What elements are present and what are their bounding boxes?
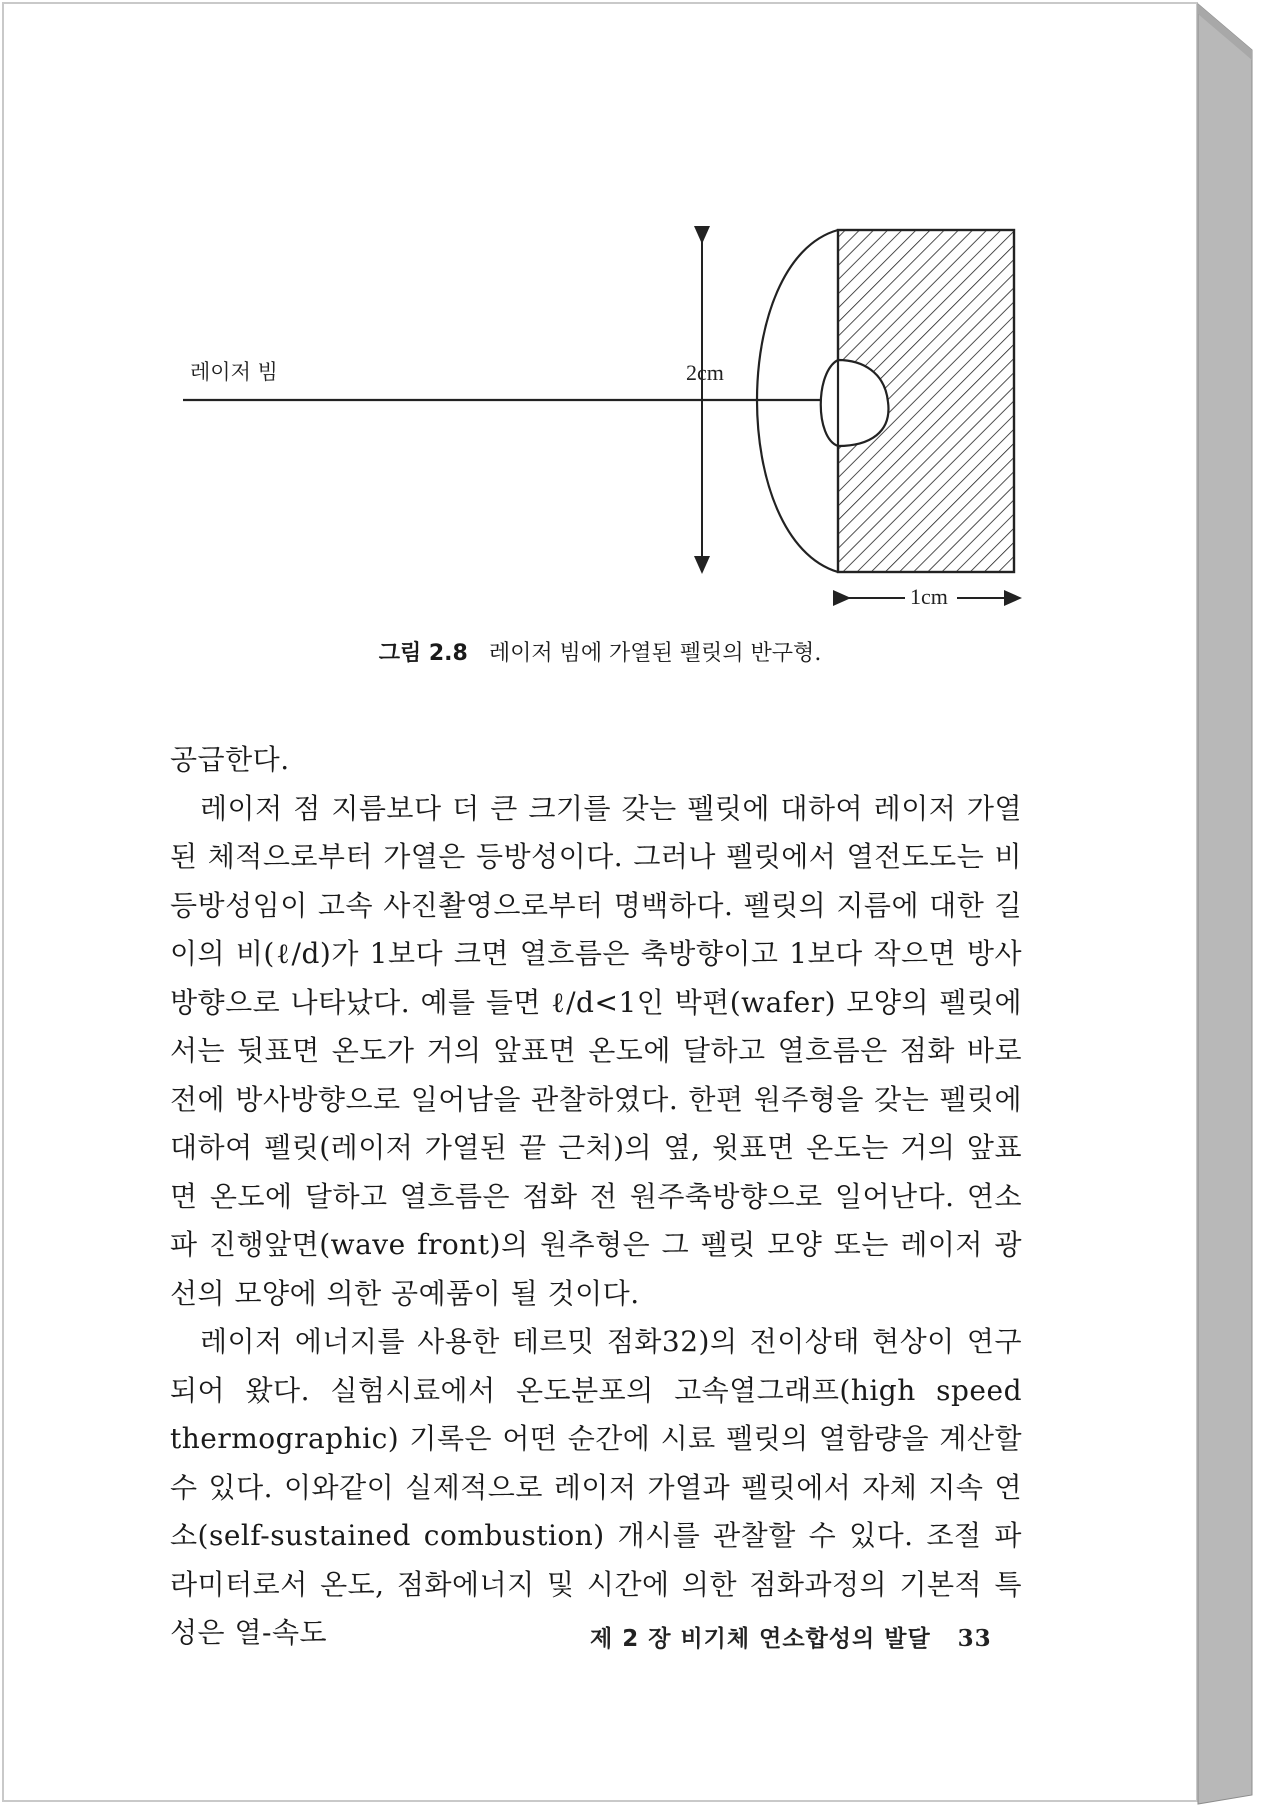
- pellet-figure: [0, 0, 1273, 700]
- paragraph-3: 레이저 에너지를 사용한 테르밋 점화32)의 전이상태 현상이 연구되어 왔다. 실험시료에서 온도분포의 고속열그래프(high speed thermographic) 기록은 어떤 순간에 시료 펠릿의 열함량을 계산할 수 있다. 이와같이 실제적으로 레이저 가열과 펠릿에서 자체 지속 연소(self-sustained combustion) 개시를 관찰할 수 있다. 조절 파라미터로서 온도, 점화에너지 및 시간에 의한 점화과정의 기본적 특성은 열-속도: [170, 1325, 1022, 1649]
- body-text: [170, 736, 1022, 1658]
- page-footer: [590, 1620, 992, 1653]
- width-label: 1cm: [910, 584, 948, 609]
- laser-beam-label: 레이저 빔: [190, 360, 278, 384]
- height-label: 2cm: [686, 360, 724, 385]
- caption-number: 그림 2.8: [378, 641, 468, 666]
- paragraph-1: 공급한다.: [170, 743, 290, 776]
- page-number: 33: [957, 1625, 992, 1652]
- figure-caption: [0, 636, 1200, 667]
- chapter-title: 제 2 장 비기체 연소합성의 발달: [590, 1626, 931, 1652]
- caption-text: 레이저 빔에 가열된 펠릿의 반구형.: [488, 641, 822, 666]
- paragraph-2: 레이저 점 지름보다 더 큰 크기를 갖는 펠릿에 대하여 레이저 가열된 체적으로부터 가열은 등방성이다. 그러나 펠릿에서 열전도도는 비등방성임이 고속 사진촬영으로부터 명백하다. 펠릿의 지름에 대한 길이의 비(ℓ/d)가 1보다 크면 열흐름은 축방향이고 1보다 작으면 방사방향으로 나타났다. 예를 들면 ℓ/d<1인 박편(wafer) 모양의 펠릿에서는 뒷표면 온도가 거의 앞표면 온도에 달하고 열흐름은 점화 바로 전에 방사방향으로 일어남을 관찰하였다. 한편 원주형을 갖는 펠릿에 대하여 펠릿(레이저 가열된 끝 근처)의 옆, 윗표면 온도는 거의 앞표면 온도에 달하고 열흐름은 점화 전 원주축방향으로 일어난다. 연소파 진행앞면(wave front)의 원추형은 그 펠릿 모양 또는 레이저 광선의 모양에 의한 공예품이 될 것이다.: [170, 791, 1022, 1310]
- pellet-diagram: [0, 0, 1273, 700]
